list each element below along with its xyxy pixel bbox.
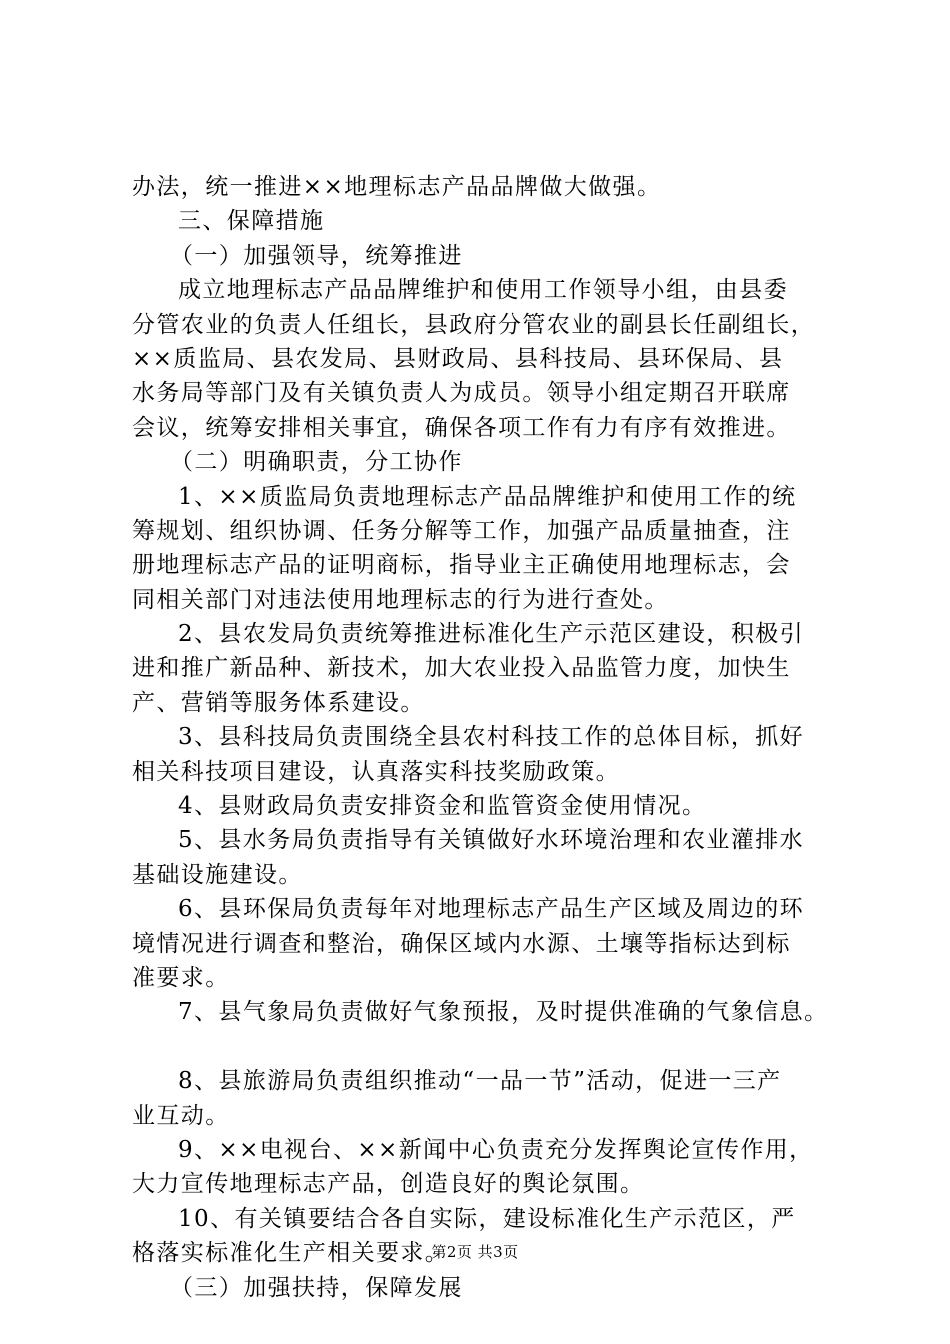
paragraph-line: 5、县水务局负责指导有关镇做好水环境治理和农业灌排水 <box>178 827 805 854</box>
section-heading: 三、保障措施 <box>178 208 325 235</box>
subsection-heading: （二）明确职责，分工协作 <box>170 449 463 476</box>
paragraph-line: 成立地理标志产品品牌维护和使用工作领导小组，由县委 <box>178 277 788 304</box>
paragraph-line: 同相关部门对违法使用地理标志的行为进行查处。 <box>132 586 669 613</box>
paragraph-line: 境情况进行调查和整治，确保区域内水源、土壤等指标达到标 <box>132 930 791 957</box>
paragraph-line: 7、县气象局负责做好气象预报，及时提供准确的气象信息。 <box>178 999 829 1026</box>
paragraph-line: 业互动。 <box>132 1102 230 1129</box>
paragraph-line: 9、××电视台、××新闻中心负责充分发挥舆论宣传作用， <box>178 1136 814 1163</box>
paragraph-line: 3、县科技局负责围绕全县农村科技工作的总体目标，抓好 <box>178 724 805 751</box>
paragraph-line: 4、县财政局负责安排资金和监管资金使用情况。 <box>178 793 707 820</box>
paragraph-line: 册地理标志产品的证明商标，指导业主正确使用地理标志，会 <box>132 552 791 579</box>
paragraph-line: 大力宣传地理标志产品，创造良好的舆论氛围。 <box>132 1171 645 1198</box>
paragraph-line: 格落实标准化生产相关要求。 <box>132 1240 450 1267</box>
blank-line <box>132 1030 852 1064</box>
document-body <box>132 170 852 1305</box>
paragraph-line: 产、营销等服务体系建设。 <box>132 689 425 716</box>
paragraph-line: 筹规划、组织协调、任务分解等工作，加强产品质量抽查，注 <box>132 517 791 544</box>
paragraph-line: 10、有关镇要结合各自实际，建设标准化生产示范区，严 <box>178 1205 796 1232</box>
paragraph-line: 准要求。 <box>132 964 230 991</box>
page-footer <box>0 1242 950 1262</box>
paragraph-line: 会议，统筹安排相关事宜，确保各项工作有力有序有效推进。 <box>132 414 791 441</box>
paragraph-line: 水务局等部门及有关镇负责人为成员。领导小组定期召开联席 <box>132 380 791 407</box>
subsection-heading: （一）加强领导，统筹推进 <box>170 242 463 269</box>
page-number: 第2页 共3页 <box>431 1243 519 1261</box>
paragraph-line: 分管农业的负责人任组长，县政府分管农业的副县长任副组长， <box>132 311 816 338</box>
paragraph-line: 办法，统一推进××地理标志产品品牌做大做强。 <box>132 174 662 200</box>
paragraph-line: 基础设施建设。 <box>132 861 303 888</box>
paragraph-line: 8、县旅游局负责组织推动“一品一节”活动，促进一三产 <box>178 1068 782 1095</box>
paragraph-line: 进和推广新品种、新技术，加大农业投入品监管力度，加快生 <box>132 655 791 682</box>
paragraph-line: 1、××质监局负责地理标志产品品牌维护和使用工作的统 <box>178 483 797 510</box>
paragraph-line: 2、县农发局负责统筹推进标准化生产示范区建设，积极引 <box>178 621 805 648</box>
paragraph-line: 相关科技项目建设，认真落实科技奖励政策。 <box>132 758 620 785</box>
subsection-heading: （三）加强扶持，保障发展 <box>170 1274 463 1301</box>
paragraph-line: 6、县环保局负责每年对地理标志产品生产区域及周边的环 <box>178 896 805 923</box>
paragraph-line: ××质监局、县农发局、县财政局、县科技局、县环保局、县 <box>132 345 784 372</box>
